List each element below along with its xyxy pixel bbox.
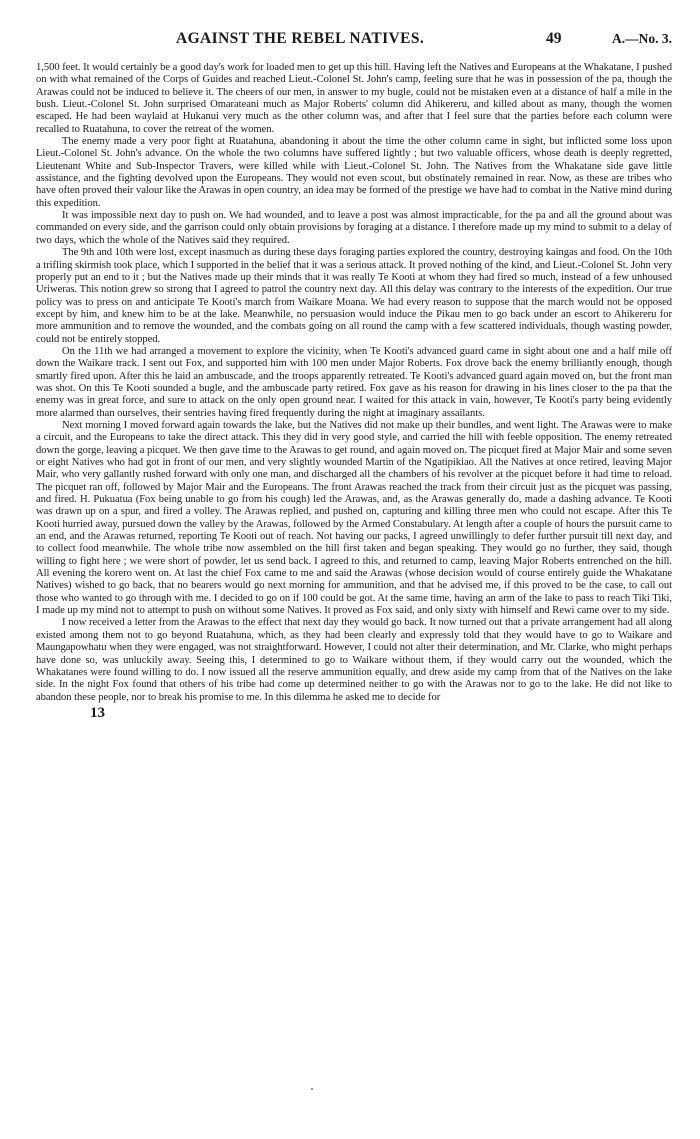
paragraph: 1,500 feet. It would certainly be a good day's work for loaded men to get up this hill. Having left the Natives and Europeans at the Whakatane, I pushed on with what remained of the Corps of Guides and reached Lieut.-Colonel St. John's camp, feeling sure that he was in possession of the pa, though the Arawas could not be induced to believe it. The cheers of our men, in answer to my bugle, could not be mistaken even at a distance of half a mile in the bush. Lieut.-Colonel St. John surprised Omarateani much as Major Roberts' column did Ahikereru, and killed about as many, though the women escaped. He had been waylaid at Hukanui very much as the other column was, and after that I feel sure that the parties before each column were recalled to Ruatahuna, to cover the retreat of the women. (36, 62, 672, 135)
paragraph: On the 11th we had arranged a movement to explore the vicinity, when Te Kooti's advanced guard came in sight about one and a half mile off down the Waikare track. I sent out Fox, and supported him with 100 men under Major Roberts. Fox drove back the enemy brilliantly enough, though smartly fired upon. After this he laid an ambuscade, and the troops apparently retreated. Te Kooti's advanced guard again moved on, but the front man was shot. On this Te Kooti sounded a bugle, and the ambuscade party retired. Fox gave as his reason for drawing in his lines closer to the pa that the enemy was in great force, and sure to attack on the only open ground near. I waited for this attack in vain, however, Te Kooti's party being evidently more alarmed than ourselves, their sentries having fired frequently during the night at imaginary assailants. (36, 345, 672, 419)
signature-mark: 13 (90, 704, 105, 721)
document-reference: A.—No. 3. (612, 31, 672, 46)
paragraph: The 9th and 10th were lost, except inasmuch as during these days foraging parties explored the country, destroying kaingas and food. On the 10th a trifling skirmish took place, which I supported in the belief that it was a serious attack. It proved nothing of the kind, and Lieut.-Colonel St. John very properly put an end to it ; but the Natives made up their minds that it was really Te Kooti at whom they had fired so much, instead of a few unhoused Uriweras. This notion grew so strong that I agreed to patrol the country next day. All this delay was contrary to the interests of the expedition. Our true policy was to press on and anticipate Te Kooti's march from Waikare Moana. We had every reason to suppose that the march would not be opposed except by him, and knew him to be at the lake. Meanwhile, no persuasion would induce the Pikau men to go back under an escort to Ahikereru for more ammunition and to remove the wounded, and the combats going on all round the camp with a few scattered individuals, though wasting powder, could not be entirely stopped. (36, 247, 672, 345)
body-text (36, 62, 672, 704)
page-header (36, 30, 672, 52)
page-number: 49 (546, 30, 562, 47)
print-speck (311, 1088, 313, 1090)
paragraph: I now received a letter from the Arawas to the effect that next day they would go back. It now turned out that a private arrangement had all along existed among them not to go beyond Ruatahuna, which, as they had been clearly and expressly told that they would have to go to Waikare and Maungapowhatu when they were engaged, was not straightforward. However, I could not alter their determination, and Mr. Clarke, who might perhaps have done so, was unluckily away. Seeing this, I determined to go to Waikare without them, if they would carry out the wounded, which the Whakatanes were found willing to do. I now issued all the reserve ammunition equally, and drew aside my camp from that of the Natives on the lake side. In the night Fox found that others of his tribe had come up determined neither to go with the Arawas nor to go to the lake. He did not like to abandon these people, nor to break his promise to me. In this dilemma he asked me to decide for (36, 617, 672, 703)
paragraph: The enemy made a very poor fight at Ruatahuna, abandoning it about the time the other column came in sight, but inflicted some loss upon Lieut.-Colonel St. John's advance. On the whole the two columns have suffered lightly ; but two valuable officers, whose death is deeply regretted, Lieutenant White and Sub-Inspector Travers, were killed while with Lieut.-Colonel St. John. The Natives from the Whakatane side gave little assistance, and the fighting devolved upon the Europeans. They would not even scout, but obstinately remained in rear. Now, as these are tribes who have often proved their valour like the Arawas in open country, an idea may be formed of the prestige we have had to combat in the Native mind during this expedition. (36, 136, 672, 209)
paragraph: Next morning I moved forward again towards the lake, but the Natives did not make up their bundles, and went light. The Arawas were to make a circuit, and the Europeans to take the direct attack. This they did in very good style, and carried the hill with feeble opposition. The enemy retreated down the gorge, leaving a picquet. We then gave time to the Arawas to get round, and again moved on. The picquet fired at Major Mair and some seven or eight Natives who had got in front of our men, and very slightly wounded Martin of the Ngatipikiao. All the Natives at once retired, leaving Major Mair, who very gallantly rushed forward with only one man, and discharged all the chambers of his revolver at the picquet before it had time to reload. The picquet ran off, followed by Major Mair and the Europeans. The front Arawas reached the track from their circuit just as the picquet was passing, and fired. H. Pukuatua (Fox being unable to go from his cough) led the Arawas, and, as the Arawas generally do, made a dashing advance. Te Kooti was drawn up on a spur, and fired a volley. The Arawas replied, and pushed on, capturing and killing three men who could not escape. After this Te Kooti hurried away, pursued down the valley by the Arawas, followed by the Armed Constabulary. At length after a couple of hours the pursuit came to an end, and the Arawas returned, reporting Te Kooti out of reach. Not having our packs, I agreed unwillingly to defer further pursuit till next day, and to collect food meanwhile. The whole tribe now assembled on the hill first taken and began speaking. They would go no further, they said, though willing to fight here ; we were short of powder, let us send back. I agreed to this, and returned to camp, leaving Major Roberts entrenched on the hill. All evening the korero went on. At last the chief Fox came to me and said the Arawas (whose decision would of course entirely guide the Whakatane Natives) wished to go back, that no bearers would go next morning for ammunition, and that he advised me, if this proved to be the case, to call out those who wanted to go through with me. I decided to go on if 100 could be got. At the same time, having an arm of the lake to pass to reach Tiki Tiki, I made up my mind not to attempt to push on without some Natives. It proved as Fox said, and only sixty with himself and Rewi came over to my side. (36, 419, 672, 617)
document-page (36, 30, 672, 722)
paragraph: It was impossible next day to push on. We had wounded, and to leave a post was almost impracticable, for the pa and all the ground about was commanded on every side, and the garrison could only obtain provisions by foraging at a distance. I therefore made up my mind to submit to a delay of two days, which the whole of the Natives said they required. (36, 210, 672, 246)
running-head: AGAINST THE REBEL NATIVES. (176, 30, 425, 47)
